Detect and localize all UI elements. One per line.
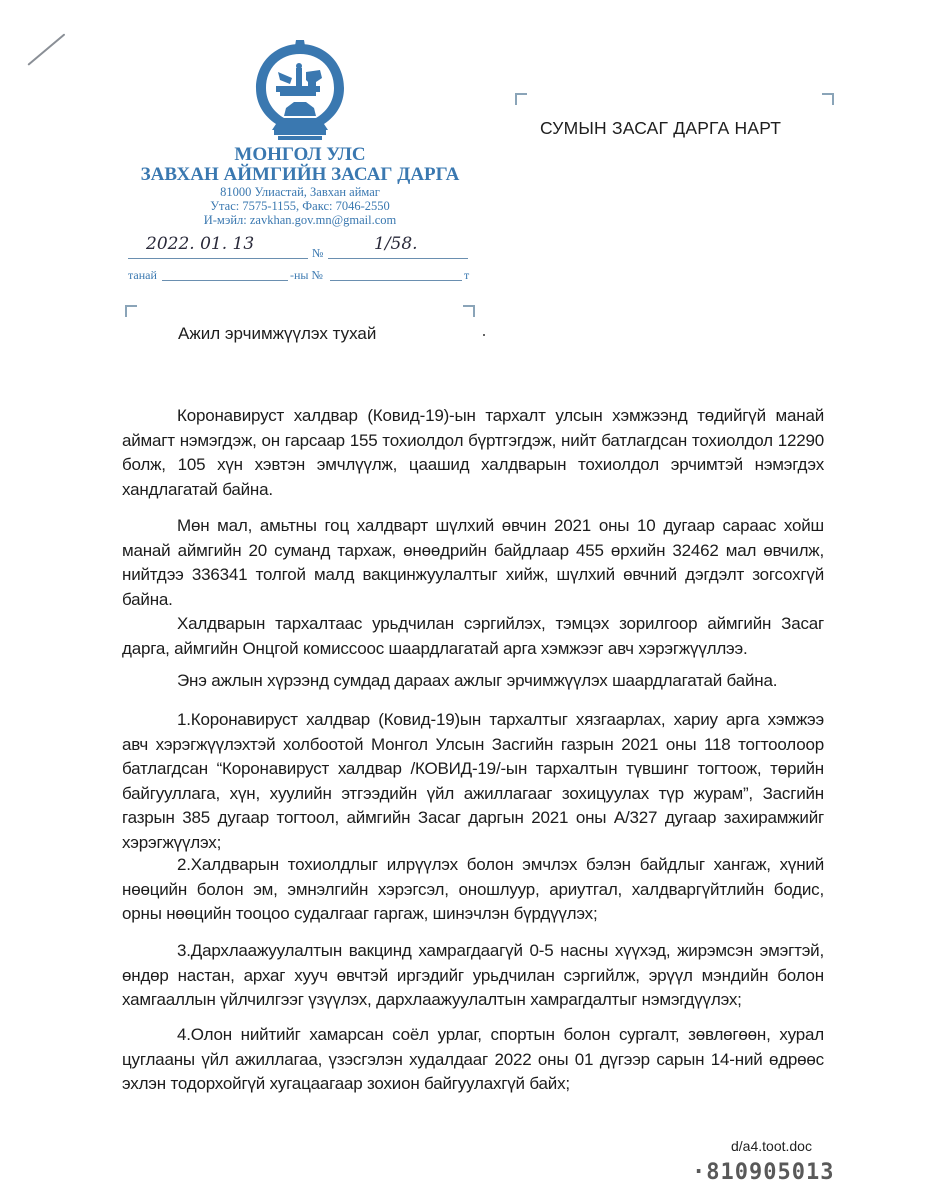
paragraph-2: Мөн мал, амьтны гоц халдварт шүлхий өвчин 2021 оны 10 дугаар сараас хойш манай аймгийн 20 суманд тархаж, өнөөдрийн байдлаар 455 өрхийн 32462 мал өвчилж, нийтдээ 336341 толгой малд вакцинжуулалтыг хийж, шүлхий өвчний дэгдэлт зогсохгүй байна. xyxy=(122,516,824,609)
list-item-2: 2.Халдварын тохиолдлыг илрүүлэх болон эмчлэх бэлэн байдлыг хангаж, хүний нөөцийн болон эм, эмнэлгийн хэрэгсэл, оношлуур, ариутгал, халдваргүйтлийн бодис, орны нөөцийн тооцоо судалгааг гаргаж, шинэчлэн бүрдүүлэх; xyxy=(122,855,824,923)
recipient-bracket-right xyxy=(822,93,834,105)
pen-mark xyxy=(27,33,65,65)
org-address: 81000 Улиастай, Завхан аймаг xyxy=(220,185,380,199)
org-name: ЗАВХАН АЙМГИЙН ЗАСАГ ДАРГА xyxy=(140,164,460,185)
paragraph-4: Энэ ажлын хүрээнд сумдад дараах ажлыг эрчимжүүлэх шаардлагатай байна. xyxy=(177,671,778,690)
list-item-4: 4.Олон нийтийг хамарсан соёл урлаг, спортын болон сургалт, зөвлөгөөн, хурал цуглааны үйл ажиллагаа, үзэсгэлэн худалдааг 2022 оны 01 дүгээр сарын 14-ний өдрөөс эхлэн тодорхойгүй хугацаагаар зохион байгуулахгүй байх; xyxy=(122,1025,824,1093)
letterhead xyxy=(120,145,480,227)
org-country: МОНГОЛ УЛС xyxy=(234,144,366,165)
stamp-number: ·810905013 xyxy=(692,1160,835,1185)
yours-label: танай xyxy=(128,268,157,282)
yours-end: т xyxy=(464,268,470,282)
yours-date-line xyxy=(162,280,288,281)
list-item-1: 1.Коронавируст халдвар (Ковид-19)ын тархалтыг хязгаарлах, хариу арга хэмжээ авч хэрэгжүүлэхтэй холбоотой Монгол Улсын Засгийн газрын 2021 оны 118 тогтоолоор батлагдсан “Коронавируст халдвар /КОВИД-19/-ын тархалтын түвшинг тогтоож, төрийн байгууллага, хүн, хуулийн этгээдийн үйл ажиллагааг зохицуулах түр журам”, Засгийн газрын 385 дугаар тогтоол, аймгийн Засаг даргын 2021 оны А/327 дугаар захирамжийг хэрэгжүүлэх; xyxy=(122,710,824,852)
date-line xyxy=(128,258,308,259)
number-line xyxy=(328,258,468,259)
yours-number-line xyxy=(330,280,462,281)
list-item-3: 3.Дархлаажуулалтын вакцинд хамрагдаагүй 0-5 насны хүүхэд, жирэмсэн эмэгтэй, өндөр настан, архаг хууч өвчтэй иргэдийг урьдчилан сэргийлж, эрүүл мэндийн болон хамгааллын үйлчилгээг үзүүлэх, дархлаажуулалтын хамрагдалтыг нэмэгдүүлэх; xyxy=(122,941,824,1009)
handwritten-date: 2022. 01. 13 xyxy=(146,234,255,254)
state-emblem-icon xyxy=(250,38,350,146)
stray-dot xyxy=(483,334,485,336)
reference-yours-row xyxy=(128,264,468,284)
subject-bracket-right xyxy=(463,305,475,317)
subject-line: Ажил эрчимжүүлэх тухай xyxy=(178,324,377,343)
paragraph-3: Халдварын тархалтаас урьдчилан сэргийлэх, тэмцэх зорилгоор аймгийн Засаг дарга, аймгийн Онцгой комиссоос шаардлагатай арга хэмжээг авч хэрэгжүүллээ. xyxy=(122,614,824,658)
subject-bracket-left xyxy=(125,305,137,317)
recipient: СУМЫН ЗАСАГ ДАРГА НАРТ xyxy=(540,118,782,138)
reference-date-row xyxy=(128,236,468,260)
org-phone-fax: Утас: 7575-1155, Факс: 7046-2550 xyxy=(210,199,390,213)
org-email: И-мэйл: zavkhan.gov.mn@gmail.com xyxy=(203,213,397,227)
number-label: № xyxy=(312,246,324,260)
recipient-bracket-left xyxy=(515,93,527,105)
paragraph-1: Коронавируст халдвар (Ковид-19)-ын тархалт улсын хэмжээнд төдийгүй манай аймагт нэмэгдэж, он гарсаар 155 тохиолдол бүртгэгдэж, нийт батлагдсан тохиолдол 12290 болж, 105 хүн хэвтэн эмчлүүлж, цаашид халдварын тохиолдол эрчимтэй нэмэгдэх хандлагатай байна. xyxy=(122,406,824,499)
document-filename: d/a4.toot.doc xyxy=(731,1138,812,1154)
handwritten-number: 1/58. xyxy=(374,234,418,254)
yours-number-label: -ны № xyxy=(290,268,323,282)
